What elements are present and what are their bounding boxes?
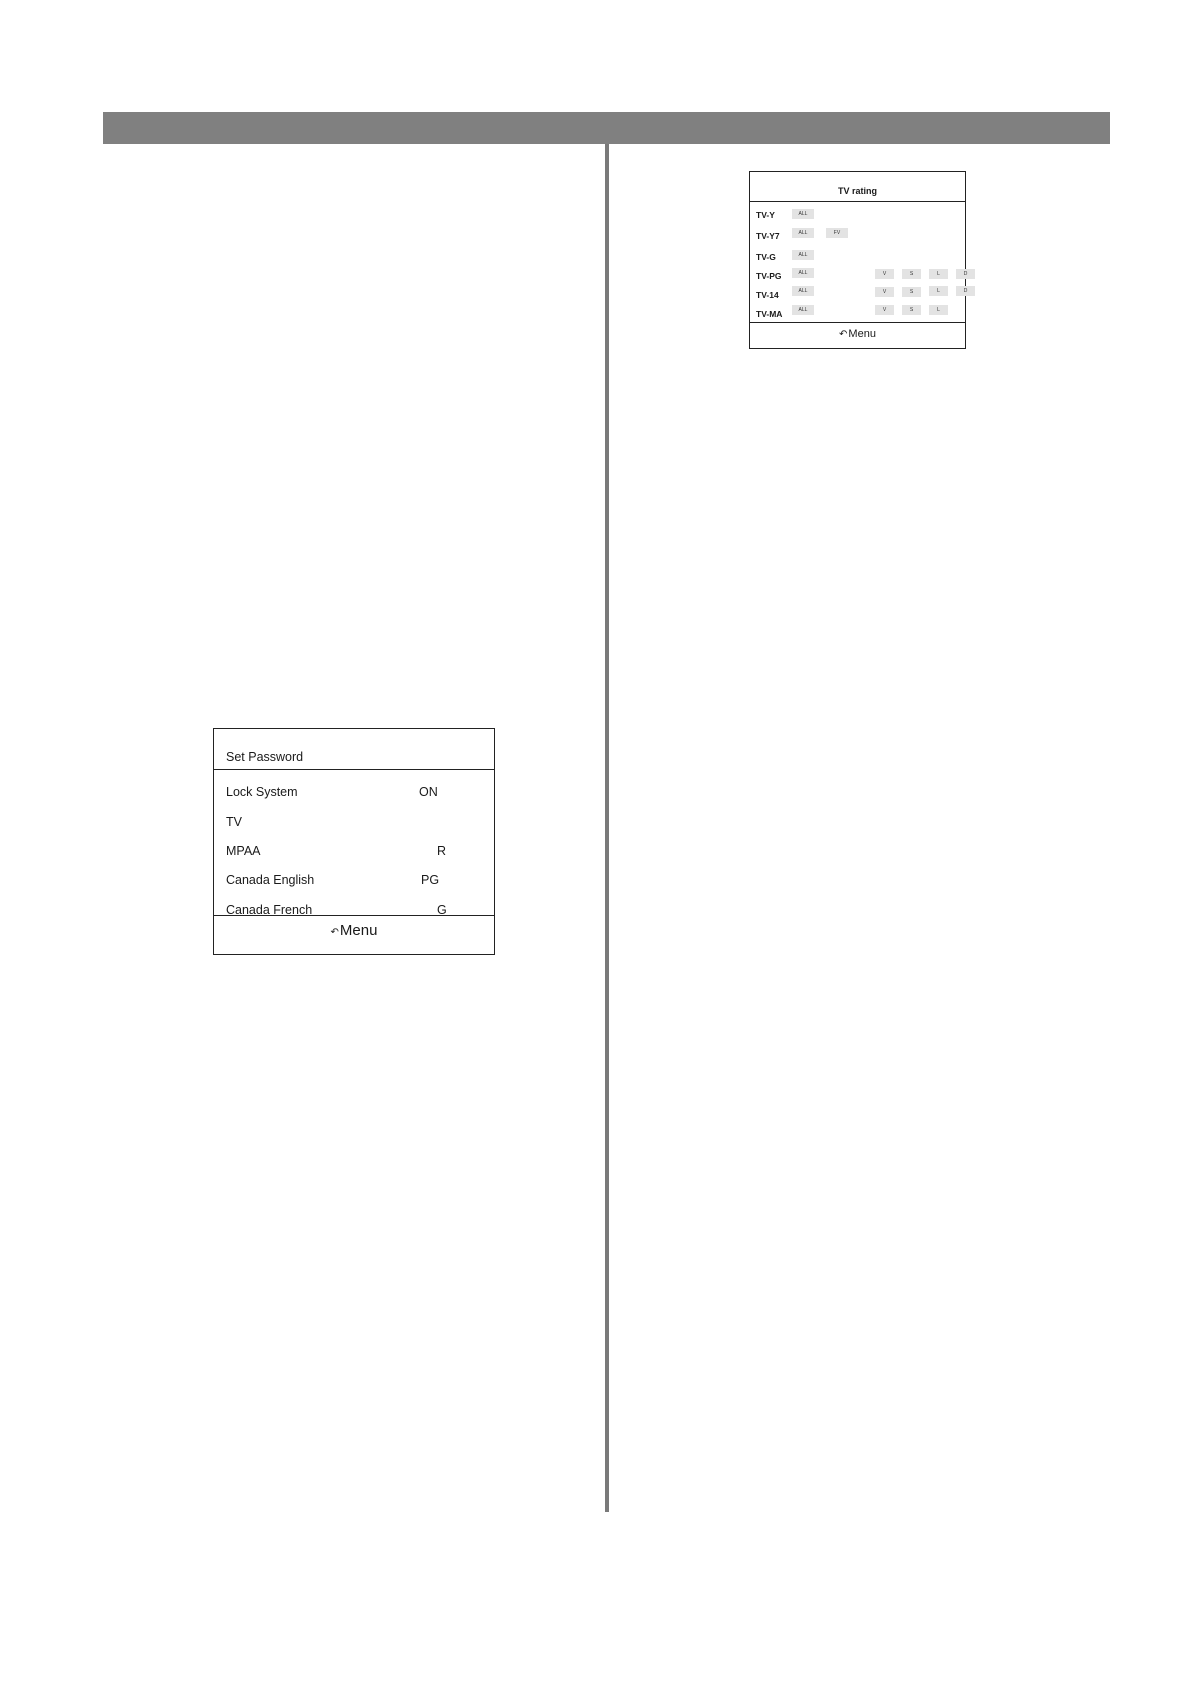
section-header-bar — [103, 112, 1110, 144]
lock-menu-panel — [213, 728, 495, 955]
tv-rating-row-label[interactable]: TV-G — [756, 252, 776, 262]
rating-chip-s[interactable]: S — [902, 269, 921, 279]
lock-menu-divider-bottom — [214, 915, 494, 916]
rating-chip-all[interactable]: ALL — [792, 250, 814, 260]
canada-french-value: G — [437, 903, 447, 917]
rating-chip-s[interactable]: S — [902, 287, 921, 297]
tv-rating-item-label[interactable]: TV — [226, 815, 242, 829]
tv-rating-divider-top — [750, 201, 965, 202]
menu-label: Menu — [848, 328, 876, 340]
rating-chip-v[interactable]: V — [875, 269, 894, 279]
mpaa-value: R — [437, 844, 447, 858]
lock-system-label[interactable]: Lock System — [226, 785, 298, 799]
rating-chip-all[interactable]: ALL — [792, 209, 814, 219]
tv-rating-row-label[interactable]: TV-Y7 — [756, 231, 780, 241]
column-divider — [605, 144, 609, 1512]
lock-system-value: ON — [419, 785, 438, 799]
canada-english-value: PG — [421, 873, 440, 887]
menu-label: Menu — [339, 922, 378, 939]
tv-rating-divider-bottom — [750, 322, 965, 323]
canada-english-label[interactable]: Canada English — [226, 873, 315, 887]
lock-menu-divider-top — [214, 769, 494, 770]
rating-chip-all[interactable]: ALL — [792, 286, 814, 296]
mpaa-label[interactable]: MPAA — [226, 844, 261, 858]
lock-menu-button[interactable] — [214, 922, 494, 939]
tv-rating-menu-button[interactable] — [750, 328, 965, 340]
rating-chip-all[interactable]: ALL — [792, 268, 814, 278]
rating-chip-l[interactable]: L — [929, 286, 948, 296]
rating-chip-l[interactable]: L — [929, 305, 948, 315]
rating-chip-s[interactable]: S — [902, 305, 921, 315]
rating-chip-all[interactable]: ALL — [792, 305, 814, 315]
tv-rating-title: TV rating — [837, 186, 877, 196]
canada-french-label[interactable]: Canada French — [226, 903, 313, 917]
tv-rating-row-label[interactable]: TV-Y — [756, 210, 775, 220]
tv-rating-panel — [749, 171, 966, 349]
return-icon: ↶ — [330, 927, 339, 938]
rating-chip-l[interactable]: L — [929, 269, 948, 279]
rating-chip-d[interactable]: D — [956, 269, 975, 279]
tv-rating-row-label[interactable]: TV-14 — [756, 290, 779, 300]
rating-chip-fv[interactable]: FV — [826, 228, 848, 238]
tv-rating-row-label[interactable]: TV-MA — [756, 309, 783, 319]
set-password-item[interactable]: Set Password — [226, 750, 304, 764]
return-icon: ↶ — [839, 329, 848, 340]
rating-chip-all[interactable]: ALL — [792, 228, 814, 238]
rating-chip-v[interactable]: V — [875, 305, 894, 315]
tv-rating-row-label[interactable]: TV-PG — [756, 271, 782, 281]
rating-chip-v[interactable]: V — [875, 287, 894, 297]
rating-chip-d[interactable]: D — [956, 286, 975, 296]
